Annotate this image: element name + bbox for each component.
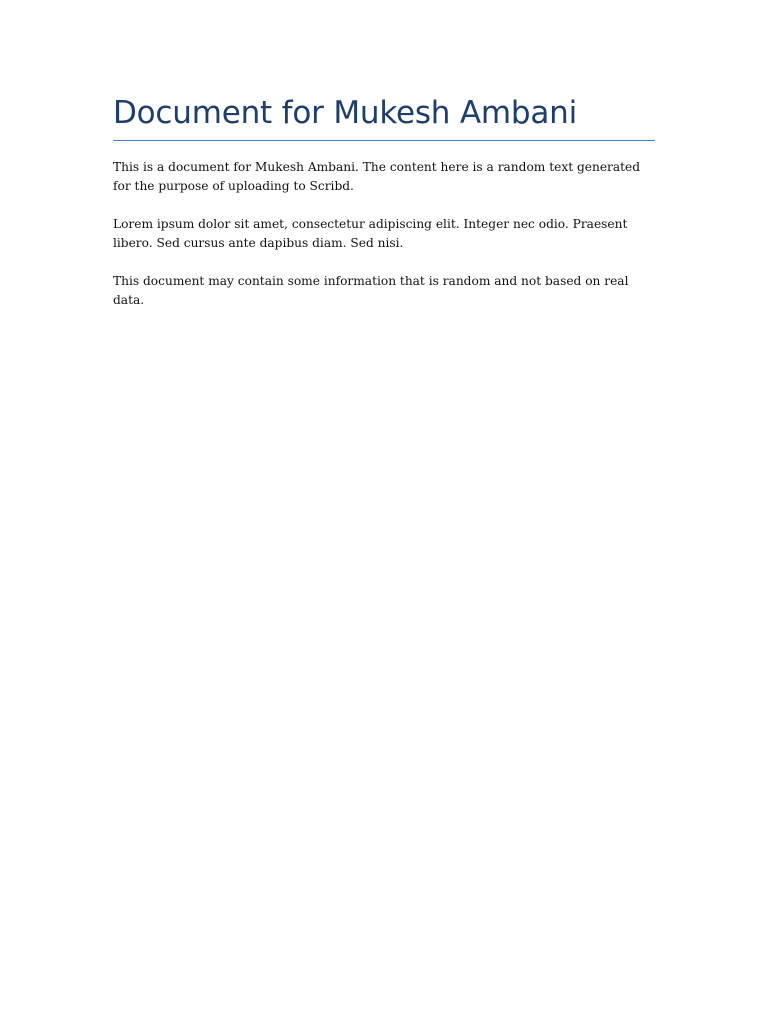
paragraph-lorem-ipsum: Lorem ipsum dolor sit amet, consectetur adipiscing elit. Integer nec odio. Praesent libero. Sed cursus ante dapibus diam. Sed nisi. <box>113 217 628 250</box>
paragraph-intro: This is a document for Mukesh Ambani. The content here is a random text generated for the purpose of uploading to Scribd. <box>113 160 641 193</box>
document-title: Document for Mukesh Ambani <box>113 95 578 131</box>
title-underline-rule <box>113 140 655 141</box>
paragraph-disclaimer: This document may contain some information that is random and not based on real data. <box>113 274 629 307</box>
document-body <box>113 94 655 329</box>
